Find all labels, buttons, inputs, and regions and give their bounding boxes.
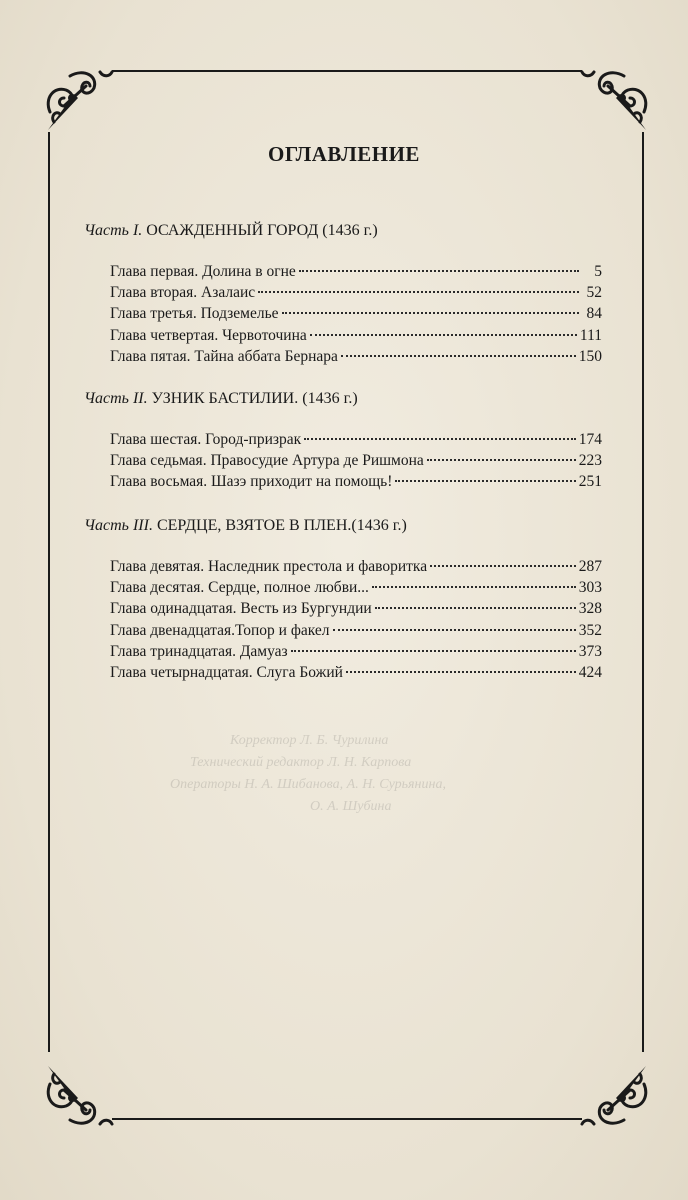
dot-leader (291, 649, 576, 652)
imprint-line: Корректор Л. Б. Чурилина (230, 733, 389, 748)
chapter-title: Глава четырнадцатая. Слуга Божий (110, 663, 343, 681)
part-heading (84, 390, 358, 408)
page-number: 174 (578, 431, 602, 448)
toc-entry (110, 600, 602, 621)
chapter-title: Глава третья. Подземелье (110, 305, 279, 323)
dot-leader (372, 585, 576, 588)
imprint-line: Операторы Н. А. Шибанова, А. Н. Сурьянина, (170, 777, 446, 792)
page-number: 251 (578, 473, 602, 491)
part-name: СЕРДЦЕ, ВЗЯТОЕ В ПЛЕН.(1436 г.) (156, 517, 407, 534)
dot-leader (304, 437, 576, 440)
frame-bottom-line (112, 1118, 582, 1120)
page-number: 352 (578, 621, 602, 639)
dot-leader (333, 628, 576, 631)
page-number: 223 (578, 452, 602, 470)
chapter-title: Глава первая. Долина в огне (110, 263, 296, 280)
page-number: 303 (578, 579, 602, 597)
page-number: 373 (578, 642, 602, 660)
show-through-imprint (170, 730, 650, 818)
frame-left-line (48, 132, 50, 1052)
page-number: 287 (578, 558, 602, 575)
page-number: 84 (586, 305, 602, 323)
dot-leader (375, 606, 576, 609)
part-heading (84, 222, 378, 240)
dot-leader (310, 333, 577, 336)
chapter-title: Глава одинадцатая. Весть из Бургундии (110, 600, 372, 618)
chapter-title: Глава пятая. Тайна аббата Бернара (110, 347, 338, 365)
dot-leader (341, 354, 576, 357)
frame-top-line (112, 70, 582, 72)
toc-entry (110, 348, 602, 369)
chapter-title: Глава седьмая. Правосудие Артура де Ришмона (110, 452, 424, 470)
toc-entry (110, 558, 602, 579)
toc-entry (110, 327, 602, 348)
chapter-title: Глава четвертая. Червоточина (110, 326, 307, 344)
corner-ornament-icon (574, 64, 654, 144)
page-title: ОГЛАВЛЕНИЕ (268, 142, 420, 166)
part-name: УЗНИК БАСТИЛИИ. (1436 г.) (151, 390, 358, 407)
corner-ornament-icon (574, 1052, 654, 1132)
toc-entry (110, 473, 602, 494)
imprint-line: О. А. Шубина (310, 799, 392, 814)
chapter-title: Глава девятая. Наследник престола и фаворитка (110, 558, 428, 575)
chapter-title: Глава двенадцатая.Топор и факел (110, 621, 330, 639)
chapter-title: Глава тринадцатая. Дамуаз (110, 642, 288, 660)
page-number: 52 (586, 284, 602, 302)
chapter-list (110, 431, 602, 495)
page-number: 150 (578, 347, 602, 365)
page-number: 328 (578, 600, 602, 618)
toc-entry (110, 452, 602, 473)
frame-right-line (642, 132, 644, 1052)
dot-leader (282, 311, 579, 314)
dot-leader (430, 564, 576, 567)
part-number: Часть III. (84, 517, 153, 534)
corner-ornament-icon (40, 1052, 120, 1132)
page-number: 424 (578, 663, 602, 681)
chapter-title: Глава вторая. Азалаис (110, 284, 256, 302)
chapter-title: Глава десятая. Сердце, полное любви... (110, 579, 369, 597)
part-heading (84, 517, 407, 535)
toc-entry (110, 643, 602, 664)
dot-leader (299, 269, 579, 272)
toc-entry (110, 305, 602, 326)
chapter-list (110, 263, 602, 369)
dot-leader (346, 670, 576, 673)
toc-entry (110, 263, 602, 284)
corner-ornament-icon (40, 64, 120, 144)
toc-entry (110, 284, 602, 305)
chapter-title: Глава шестая. Город-призрак (110, 431, 302, 448)
toc-entry (110, 579, 602, 600)
dot-leader (258, 290, 579, 293)
chapter-title: Глава восьмая. Шазэ приходит на помощь! (110, 473, 393, 491)
dot-leader (395, 479, 575, 482)
page-number: 5 (594, 263, 602, 280)
page-number: 111 (579, 326, 602, 344)
dot-leader (427, 458, 576, 461)
toc-entry (110, 664, 602, 685)
part-name: ОСАЖДЕННЫЙ ГОРОД (1436 г.) (146, 222, 378, 239)
part-number: Часть II. (84, 390, 148, 407)
part-number: Часть I. (84, 222, 143, 239)
imprint-line: Технический редактор Л. Н. Карпова (190, 755, 412, 770)
toc-entry (110, 431, 602, 452)
chapter-list (110, 558, 602, 685)
toc-entry (110, 622, 602, 643)
